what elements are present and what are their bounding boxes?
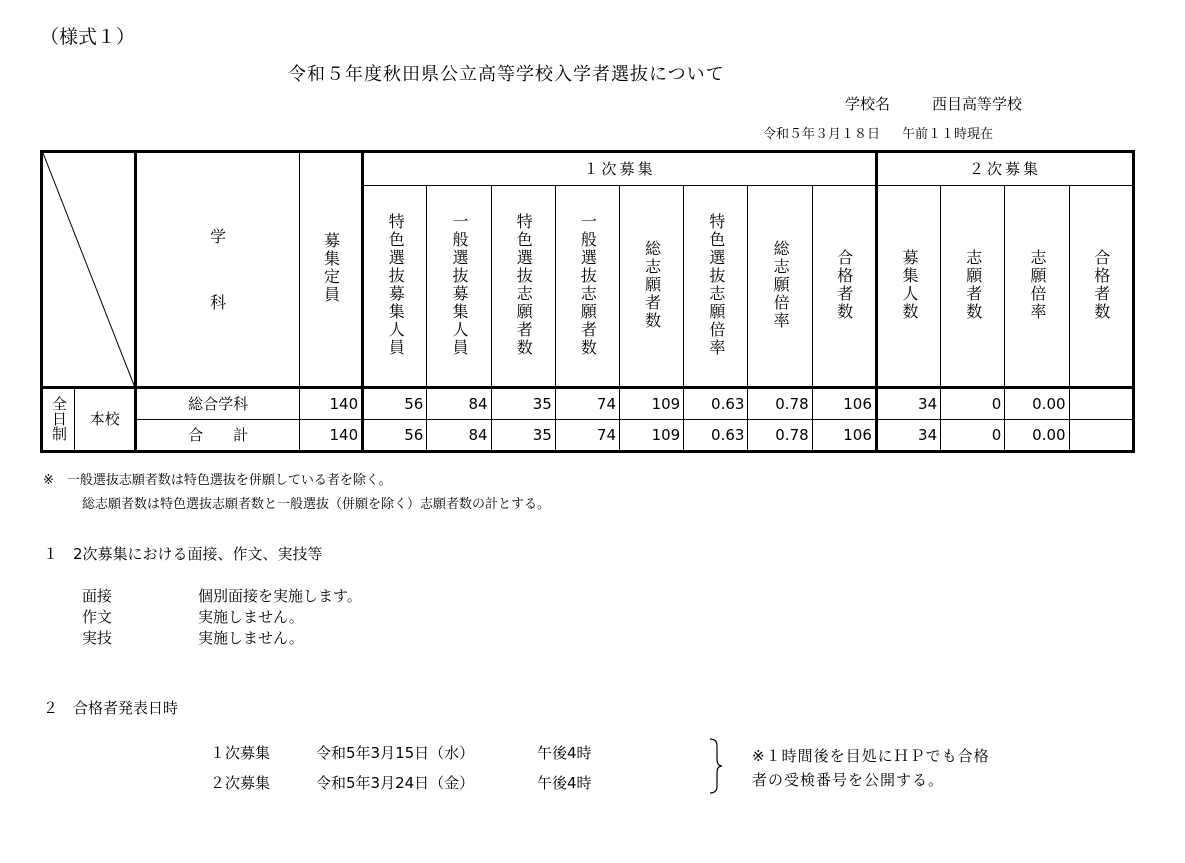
table-cell: 0.78 [748,388,812,420]
first-header-5: 総志願者数 [620,186,684,388]
table-cell: 109 [620,420,684,452]
announcement-time: 午後4時 [537,744,592,762]
table-cell: 56 [363,420,427,452]
table-cell: 34 [876,388,940,420]
as-of-time: 午前１１時現在 [902,127,994,142]
second-header-4: 合格者数 [1069,186,1133,388]
exam-item [82,606,304,627]
table-cell: 0.63 [684,388,748,420]
table-cell [1069,388,1133,420]
announcement-note-line-2: 者の受検番号を公開する。 [752,771,945,789]
second-round-header: ２次募集 [876,152,1133,186]
right-brace-icon [708,738,724,794]
second-header-1: 募集人数 [876,186,940,388]
table-cell: 84 [427,388,491,420]
school-label: 学校名 [845,95,891,113]
row-capacity: 140 [299,420,362,452]
table-cell: 0.00 [1005,420,1069,452]
exam-item-label: 実技 [82,629,113,647]
table-cell: 0.78 [748,420,812,452]
form-label: （様式１） [40,26,136,48]
admission-table [40,150,1135,453]
first-round-header: １次募集 [363,152,877,186]
exam-item-label: 作文 [82,608,113,626]
gakka-header [136,152,300,388]
first-header-2: 一般選抜募集人員 [427,186,491,388]
exam-item-value: 実施しません。 [198,629,304,647]
first-header-8: 合格者数 [812,186,876,388]
campus-cell: 本校 [75,388,136,452]
exam-item-value: 個別面接を実施します。 [198,587,362,605]
exam-item [82,627,304,648]
table-cell: 34 [876,420,940,452]
gakka-header-char-2: 科 [210,292,227,312]
gakka-header-char-1: 学 [210,226,227,246]
exam-item [82,585,362,606]
table-row [42,420,1134,452]
note-line-2: 総志願者数は特色選抜志願者数と一般選抜（併願を除く）志願者数の計とする。 [82,497,551,512]
table-cell: 74 [555,388,619,420]
second-header-3: 志願倍率 [1005,186,1069,388]
announcement-item [210,772,630,792]
page-title: 令和５年度秋田県公立高等学校入学者選抜について [288,64,725,85]
announcement-date: 令和5年3月15日（水） [316,744,475,762]
first-header-1: 特色選抜募集人員 [363,186,427,388]
table-row [42,388,1134,420]
as-of-date: 令和５年３月１８日 [763,127,881,142]
table-cell: 84 [427,420,491,452]
announcement-time: 午後4時 [537,774,592,792]
announcement-round: １次募集 [210,744,271,762]
table-cell: 106 [812,420,876,452]
announcement-note-line-1: ※１時間後を目処にＨＰでも合格 [752,747,990,765]
announcement-round: ２次募集 [210,774,271,792]
course-type-cell: 全日制 [42,388,75,452]
capacity-header: 募集定員 [299,152,362,388]
table-cell: 0 [941,420,1005,452]
table-cell: 109 [620,388,684,420]
table-cell: 0.63 [684,420,748,452]
table-cell: 56 [363,388,427,420]
second-header-2: 志願者数 [941,186,1005,388]
section2-heading: ２ 合格者発表日時 [43,699,179,717]
first-header-7: 総志願倍率 [748,186,812,388]
school-name: 西目高等学校 [932,95,1023,113]
exam-item-label: 面接 [82,587,113,605]
row-name: 総合学科 [136,388,300,420]
table-cell: 35 [491,388,555,420]
table-cell: 0 [941,388,1005,420]
row-capacity: 140 [299,388,362,420]
exam-item-value: 実施しません。 [198,608,304,626]
note-line-1: ※ 一般選抜志願者数は特色選抜を併願している者を除く。 [43,473,392,488]
school-info [845,93,1022,114]
first-header-4: 一般選抜志願者数 [555,186,619,388]
section1-heading: １ 2次募集における面接、作文、実技等 [43,545,323,563]
announcement-item [210,742,630,762]
table-cell [1069,420,1133,452]
table-cell: 0.00 [1005,388,1069,420]
table-cell: 106 [812,388,876,420]
first-header-3: 特色選抜志願者数 [491,186,555,388]
announcement-date: 令和5年3月24日（金） [316,774,475,792]
diagonal-line [43,153,134,386]
table-cell: 35 [491,420,555,452]
as-of-info [763,123,993,142]
row-name: 合 計 [136,420,300,452]
table-cell: 74 [555,420,619,452]
first-header-6: 特色選抜志願倍率 [684,186,748,388]
diagonal-corner-cell [42,152,136,388]
